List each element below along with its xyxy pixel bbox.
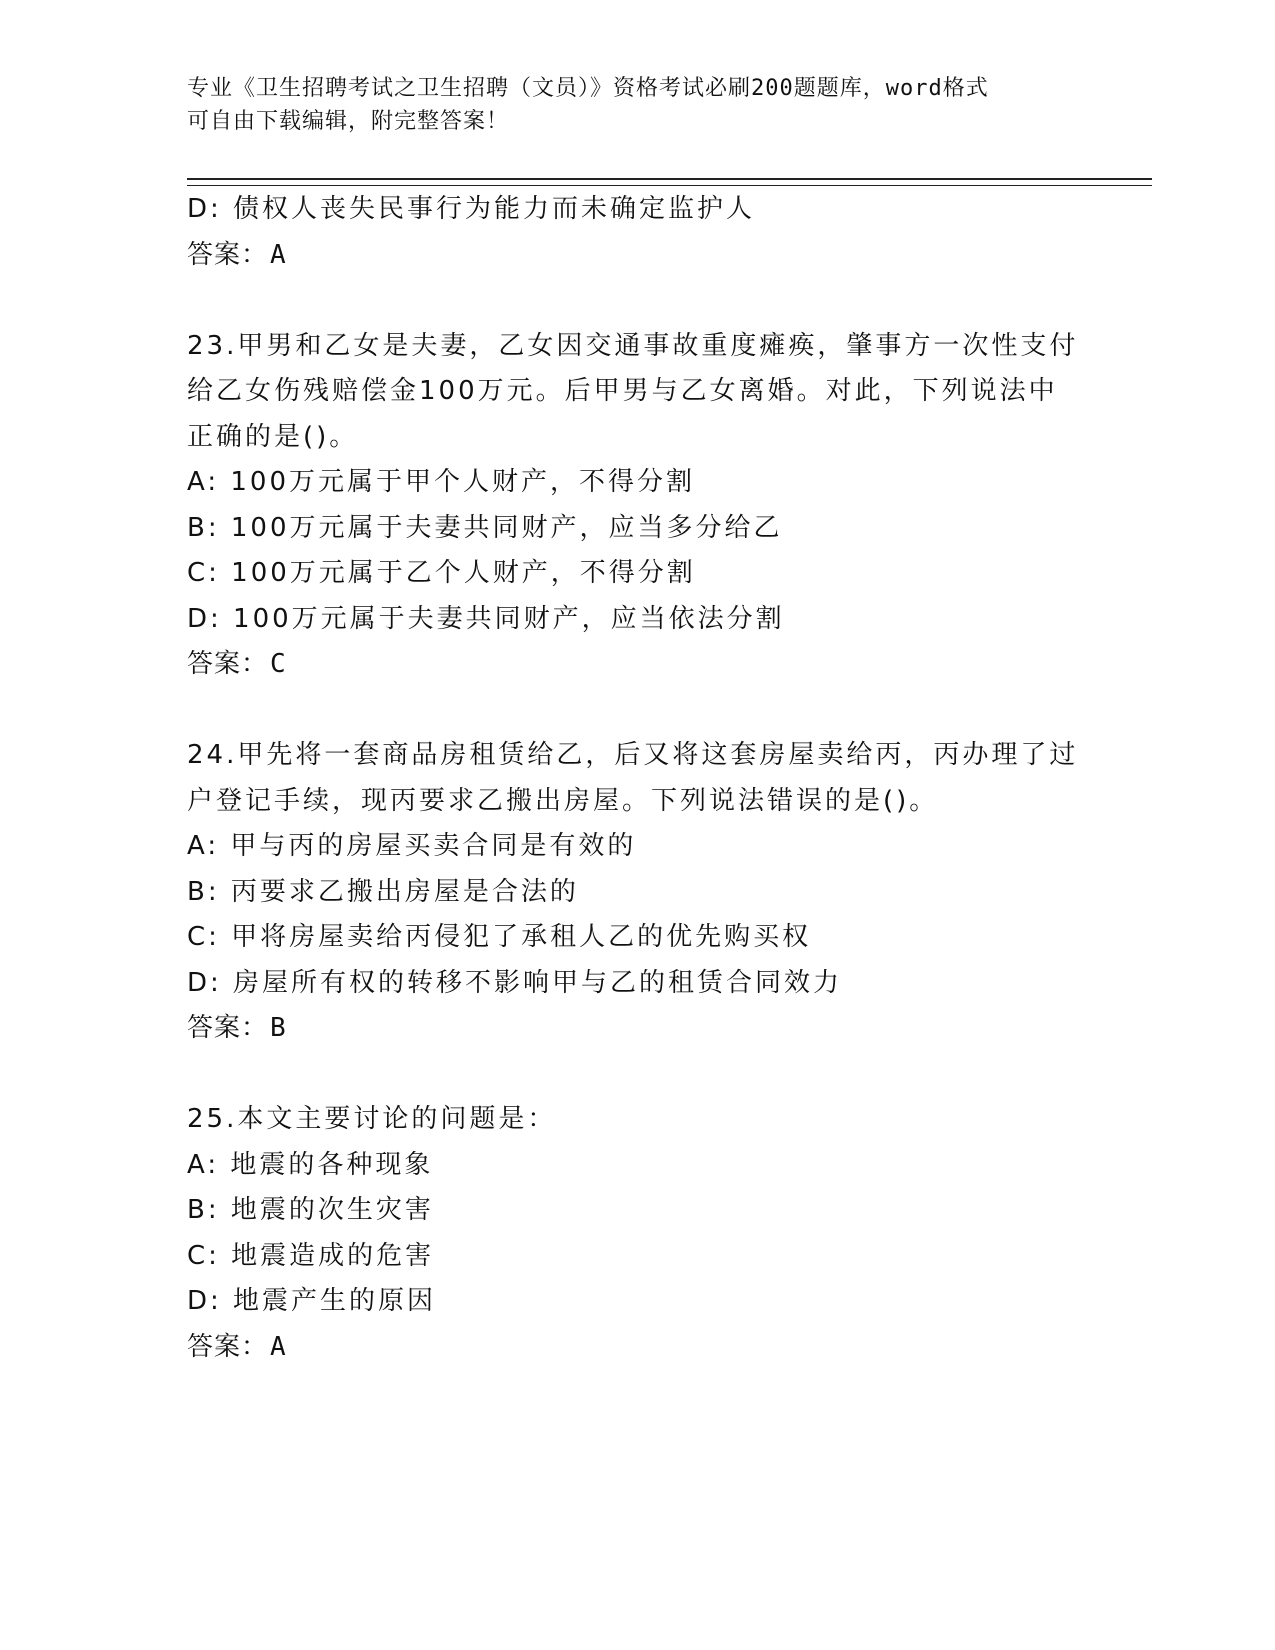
- question-stem-line: 给乙女伤残赔偿金100万元。后甲男与乙女离婚。对此，下列说法中: [187, 376, 1058, 406]
- answer-label: 答案：: [187, 649, 269, 679]
- header-line-2: 可自由下载编辑，附完整答案！: [187, 109, 510, 134]
- answer-value: A: [270, 239, 287, 270]
- option-a: A: 100万元属于甲个人财产，不得分割: [187, 467, 695, 497]
- answer-label: 答案：: [187, 1013, 269, 1043]
- option-c: C: 甲将房屋卖给丙侵犯了承租人乙的优先购买权: [187, 922, 812, 952]
- answer-label: 答案：: [187, 239, 269, 270]
- question-stem-line: 23.甲男和乙女是夫妻，乙女因交通事故重度瘫痪，肇事方一次性支付: [187, 330, 1079, 361]
- question-25: [187, 1097, 1087, 1370]
- option-d: D: 房屋所有权的转移不影响甲与乙的租赁合同效力: [187, 967, 843, 998]
- option-b: B: 100万元属于夫妻共同财产，应当多分给乙: [187, 512, 783, 543]
- option-b: B: 丙要求乙搬出房屋是合法的: [187, 876, 579, 907]
- option-a: A: 甲与丙的房屋买卖合同是有效的: [187, 831, 637, 861]
- header-divider: [187, 178, 1152, 186]
- question-stem-line: 户登记手续，现丙要求乙搬出房屋。下列说法错误的是()。: [187, 785, 939, 816]
- answer-label: 答案：: [187, 1331, 269, 1362]
- question-fragment: [187, 187, 1087, 278]
- answer-line: [187, 1325, 1087, 1371]
- option-d: D: 债权人丧失民事行为能力而未确定监护人: [187, 194, 756, 224]
- option-d: D: 地震产生的原因: [187, 1286, 437, 1316]
- question-23: [187, 324, 1087, 688]
- document-header: [187, 72, 1087, 138]
- answer-line: [187, 1006, 1087, 1052]
- question-24: [187, 733, 1087, 1052]
- question-stem-line: 正确的是()。: [187, 421, 359, 452]
- answer-line: [187, 642, 1087, 688]
- option-c: C: 100万元属于乙个人财产，不得分割: [187, 558, 696, 588]
- document-body: [187, 187, 1087, 1370]
- option-b: B: 地震的次生灾害: [187, 1195, 434, 1225]
- answer-value: B: [270, 1013, 287, 1043]
- answer-line: [187, 233, 1087, 279]
- header-line-1: 专业《卫生招聘考试之卫生招聘（文员）》资格考试必刷200题题库，word格式: [187, 76, 989, 101]
- question-stem-line: 25.本文主要讨论的问题是：: [187, 1104, 557, 1134]
- option-d: D: 100万元属于夫妻共同财产，应当依法分割: [187, 603, 785, 634]
- option-c: C: 地震造成的危害: [187, 1240, 435, 1271]
- answer-value: C: [270, 649, 287, 679]
- answer-value: A: [270, 1331, 287, 1362]
- question-stem-line: 24.甲先将一套商品房租赁给乙，后又将这套房屋卖给丙，丙办理了过: [187, 740, 1079, 770]
- option-a: A: 地震的各种现象: [187, 1149, 434, 1180]
